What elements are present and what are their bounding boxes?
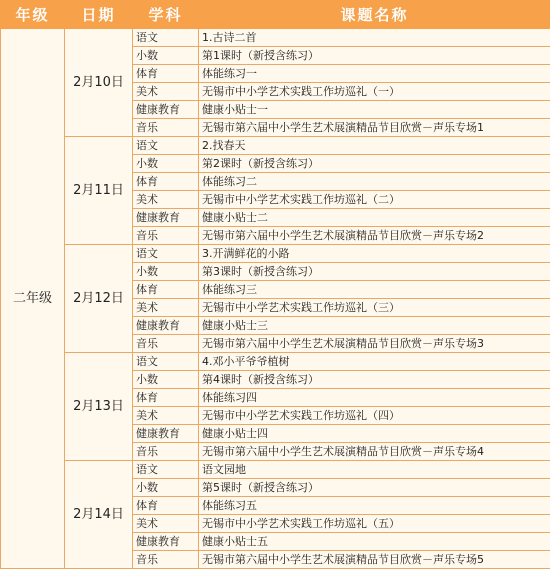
topic-cell: 体能练习五 [199, 497, 550, 515]
subject-cell: 语文 [133, 137, 199, 155]
table-row [1, 245, 550, 263]
topic-cell: 第1课时（新授含练习） [199, 47, 550, 65]
subject-cell: 体育 [133, 389, 199, 407]
subject-cell: 音乐 [133, 443, 199, 461]
subject-cell: 小数 [133, 479, 199, 497]
subject-cell: 小数 [133, 263, 199, 281]
topic-cell: 1.古诗二首 [199, 29, 550, 47]
subject-cell: 美术 [133, 191, 199, 209]
topic-cell: 健康小贴士五 [199, 533, 550, 551]
subject-cell: 小数 [133, 371, 199, 389]
table-row [1, 137, 550, 155]
subject-cell: 健康教育 [133, 209, 199, 227]
topic-cell: 健康小贴士一 [199, 101, 550, 119]
subject-cell: 健康教育 [133, 101, 199, 119]
topic-cell: 体能练习四 [199, 389, 550, 407]
subject-cell: 音乐 [133, 227, 199, 245]
table-header [1, 1, 550, 29]
date-cell: 2月11日 [65, 137, 133, 245]
subject-cell: 语文 [133, 29, 199, 47]
topic-cell: 无锡市中小学艺术实践工作坊巡礼（五） [199, 515, 550, 533]
date-cell: 2月14日 [65, 461, 133, 569]
subject-cell: 美术 [133, 83, 199, 101]
topic-cell: 3.开满鲜花的小路 [199, 245, 550, 263]
topic-cell: 2.找春天 [199, 137, 550, 155]
topic-cell: 健康小贴士三 [199, 317, 550, 335]
subject-cell: 体育 [133, 497, 199, 515]
subject-cell: 音乐 [133, 335, 199, 353]
date-cell: 2月10日 [65, 29, 133, 137]
subject-cell: 语文 [133, 353, 199, 371]
subject-cell: 语文 [133, 245, 199, 263]
topic-cell: 体能练习三 [199, 281, 550, 299]
subject-cell: 体育 [133, 173, 199, 191]
topic-cell: 无锡市第六届中小学生艺术展演精品节目欣赏－声乐专场4 [199, 443, 550, 461]
subject-cell: 音乐 [133, 551, 199, 569]
header-row [1, 1, 550, 29]
topic-cell: 第3课时（新授含练习） [199, 263, 550, 281]
topic-cell: 无锡市中小学艺术实践工作坊巡礼（三） [199, 299, 550, 317]
subject-cell: 体育 [133, 65, 199, 83]
topic-cell: 第2课时（新授含练习） [199, 155, 550, 173]
subject-cell: 小数 [133, 47, 199, 65]
subject-cell: 健康教育 [133, 317, 199, 335]
subject-cell: 音乐 [133, 119, 199, 137]
topic-cell: 无锡市中小学艺术实践工作坊巡礼（一） [199, 83, 550, 101]
date-cell: 2月13日 [65, 353, 133, 461]
topic-cell: 语文园地 [199, 461, 550, 479]
header-topic: 课题名称 [199, 1, 550, 29]
topic-cell: 无锡市中小学艺术实践工作坊巡礼（二） [199, 191, 550, 209]
topic-cell: 无锡市第六届中小学生艺术展演精品节目欣赏－声乐专场2 [199, 227, 550, 245]
subject-cell: 健康教育 [133, 425, 199, 443]
topic-cell: 无锡市第六届中小学生艺术展演精品节目欣赏－声乐专场1 [199, 119, 550, 137]
header-date: 日期 [65, 1, 133, 29]
table-row [1, 461, 550, 479]
topic-cell: 第4课时（新授含练习） [199, 371, 550, 389]
subject-cell: 小数 [133, 155, 199, 173]
topic-cell: 无锡市第六届中小学生艺术展演精品节目欣赏－声乐专场3 [199, 335, 550, 353]
subject-cell: 美术 [133, 407, 199, 425]
topic-cell: 无锡市第六届中小学生艺术展演精品节目欣赏－声乐专场5 [199, 551, 550, 569]
table-row [1, 29, 550, 47]
table-row [1, 353, 550, 371]
grade-cell: 二年级 [1, 29, 65, 569]
table-body [1, 29, 550, 569]
header-subject: 学科 [133, 1, 199, 29]
subject-cell: 健康教育 [133, 533, 199, 551]
subject-cell: 美术 [133, 299, 199, 317]
topic-cell: 健康小贴士四 [199, 425, 550, 443]
subject-cell: 语文 [133, 461, 199, 479]
subject-cell: 体育 [133, 281, 199, 299]
topic-cell: 体能练习一 [199, 65, 550, 83]
topic-cell: 体能练习二 [199, 173, 550, 191]
header-grade: 年级 [1, 1, 65, 29]
topic-cell: 第5课时（新授含练习） [199, 479, 550, 497]
topic-cell: 健康小贴士二 [199, 209, 550, 227]
topic-cell: 无锡市中小学艺术实践工作坊巡礼（四） [199, 407, 550, 425]
date-cell: 2月12日 [65, 245, 133, 353]
subject-cell: 美术 [133, 515, 199, 533]
topic-cell: 4.邓小平爷爷植树 [199, 353, 550, 371]
